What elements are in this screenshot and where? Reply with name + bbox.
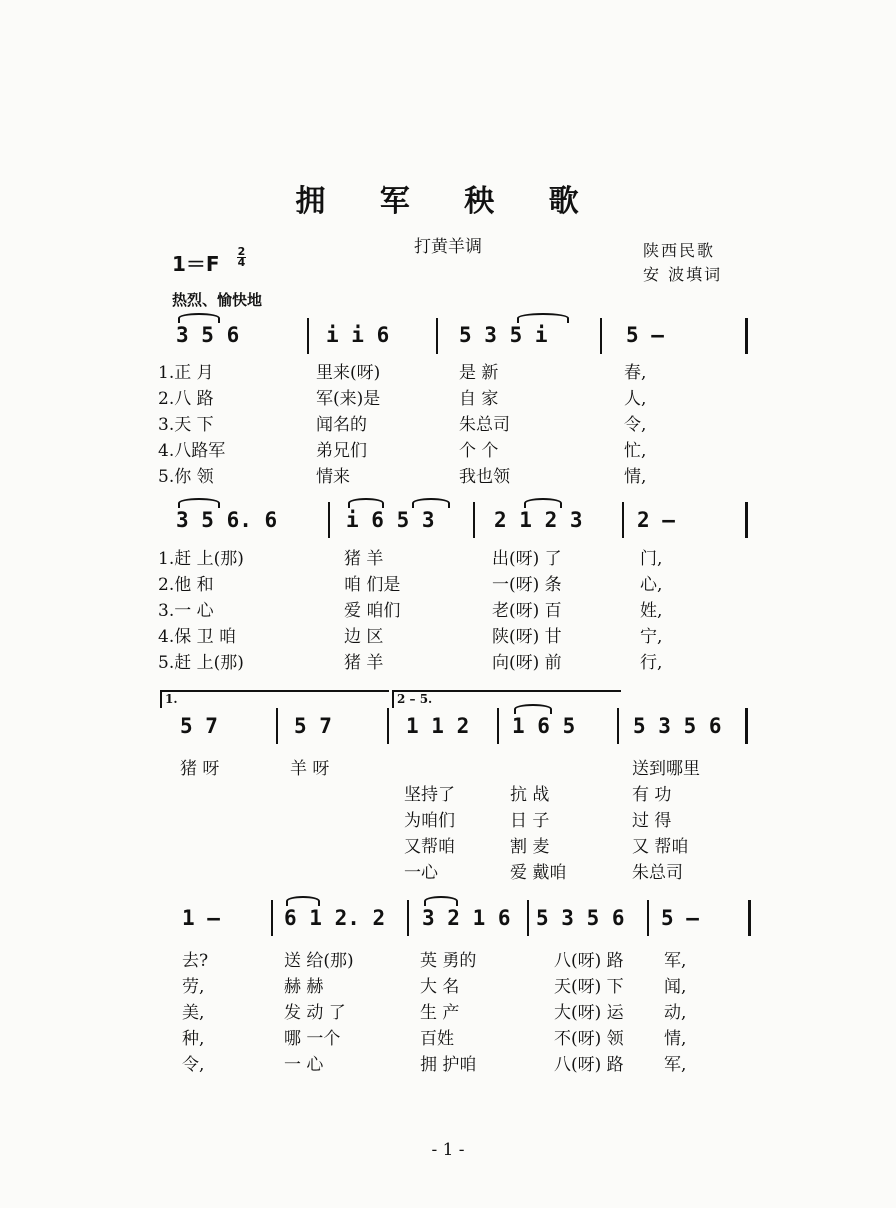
lyric: 一心	[404, 863, 438, 883]
measure-3-notes: 3 2 1 6	[422, 906, 511, 930]
bar-line	[271, 900, 273, 936]
lyric: 宁,	[640, 627, 663, 647]
slur	[178, 498, 220, 508]
measure-1-notes: 1 –	[182, 906, 220, 930]
bar-line	[647, 900, 649, 936]
bar-line	[600, 318, 602, 354]
lyric: 种,	[182, 1029, 205, 1049]
lyric: 闻,	[664, 977, 687, 997]
credit-origin: 陕西民歌	[643, 241, 716, 260]
lyric: 里来(呀)	[316, 363, 381, 383]
bar-line	[745, 708, 748, 744]
lyric: 去?	[182, 951, 209, 971]
bar-line	[307, 318, 309, 354]
tune-name: 打黄羊调	[414, 237, 482, 257]
lyric: 老(呀) 百	[492, 601, 562, 621]
lyric: 大 名	[420, 977, 460, 997]
bar-line	[527, 900, 529, 936]
measure-1-notes: 3 5 6. 6	[176, 508, 278, 532]
measure-4-notes: 2 –	[637, 508, 675, 532]
lyric: 是 新	[459, 363, 499, 383]
lyric: 日 子	[510, 811, 550, 831]
time-signature	[237, 247, 246, 268]
bar-line	[328, 502, 330, 538]
lyric: 个 个	[459, 441, 499, 461]
lyric: 军,	[664, 951, 687, 971]
lyric: 百姓	[420, 1029, 454, 1049]
measure-2-notes: i i 6	[326, 323, 390, 347]
lyric: 姓,	[640, 601, 663, 621]
bar-line	[436, 318, 438, 354]
lyric: 1.赶 上(那)	[158, 549, 244, 569]
slur	[348, 498, 384, 508]
lyric: 八(呀) 路	[554, 951, 624, 971]
time-signature-bottom: 4	[237, 256, 246, 269]
lyric: 人,	[624, 389, 647, 409]
bar-line	[622, 502, 624, 538]
lyric: 军(来)是	[316, 389, 381, 409]
lyric: 一(呀) 条	[492, 575, 562, 595]
lyric: 朱总司	[632, 863, 683, 883]
slur	[514, 704, 552, 714]
bar-line	[497, 708, 499, 744]
bar-line	[745, 502, 748, 538]
lyric: 割 麦	[510, 837, 550, 857]
lyric: 不(呀) 领	[554, 1029, 624, 1049]
lyric: 弟兄们	[316, 441, 367, 461]
measure-3-notes: 1 1 2	[406, 714, 470, 738]
slur	[524, 498, 562, 508]
lyric: 爱 戴咱	[510, 863, 567, 883]
lyric: 又 帮咱	[632, 837, 689, 857]
lyric: 一 心	[284, 1055, 324, 1075]
bar-line	[473, 502, 475, 538]
lyric: 情,	[624, 467, 647, 487]
tempo-marking: 热烈、愉快地	[172, 291, 263, 309]
time-signature-top: 2	[237, 245, 246, 258]
lyric: 猪 羊	[344, 549, 384, 569]
lyric: 心,	[640, 575, 663, 595]
lyric: 3.天 下	[158, 415, 214, 435]
lyric: 令,	[182, 1055, 205, 1075]
page-number: - 1 -	[431, 1140, 465, 1160]
measure-5-notes: 5 3 5 6	[633, 714, 722, 738]
lyric: 猪 羊	[344, 653, 384, 673]
bar-line	[276, 708, 278, 744]
lyric: 3.一 心	[158, 601, 214, 621]
measure-2-notes: i 6 5 3	[346, 508, 435, 532]
lyric: 八(呀) 路	[554, 1055, 624, 1075]
slur	[412, 498, 450, 508]
lyric: 2.他 和	[158, 575, 214, 595]
lyric: 大(呀) 运	[554, 1003, 624, 1023]
measure-3-notes: 5 3 5 i	[459, 323, 548, 347]
measure-5-notes: 5 –	[661, 906, 699, 930]
slur	[424, 896, 458, 906]
measure-2-notes: 5 7	[294, 714, 332, 738]
lyric: 春,	[624, 363, 647, 383]
bar-line	[745, 318, 748, 354]
lyric: 赫 赫	[284, 977, 324, 997]
measure-4-notes: 5 3 5 6	[536, 906, 625, 930]
lyric: 咱 们是	[344, 575, 401, 595]
lyric: 军,	[664, 1055, 687, 1075]
lyric: 自 家	[459, 389, 499, 409]
lyric: 1.正 月	[158, 363, 214, 383]
volta-first-ending: 1.	[160, 690, 389, 708]
slur	[286, 896, 320, 906]
lyric: 情来	[316, 467, 350, 487]
lyric: 英 勇的	[420, 951, 477, 971]
bar-line	[407, 900, 409, 936]
bar-line	[748, 900, 751, 936]
key-signature: 1＝F	[172, 252, 220, 276]
lyric: 爱 咱们	[344, 601, 401, 621]
lyric: 猪 呀	[180, 759, 220, 779]
lyric: 出(呀) 了	[492, 549, 562, 569]
lyric: 行,	[640, 653, 663, 673]
lyric: 天(呀) 下	[554, 977, 624, 997]
measure-4-notes: 1 6 5	[512, 714, 576, 738]
lyric: 生 产	[420, 1003, 460, 1023]
lyric: 有 功	[632, 785, 672, 805]
lyric: 陕(呀) 甘	[492, 627, 562, 647]
lyric: 又帮咱	[404, 837, 455, 857]
lyric: 情,	[664, 1029, 687, 1049]
lyric: 闻名的	[316, 415, 367, 435]
lyric: 劳,	[182, 977, 205, 997]
lyric: 门,	[640, 549, 663, 569]
lyric: 4.保 卫 咱	[158, 627, 237, 647]
lyric: 为咱们	[404, 811, 455, 831]
lyric: 发 动 了	[284, 1003, 346, 1023]
lyric: 我也领	[459, 467, 510, 487]
lyric: 4.八路军	[158, 441, 226, 461]
measure-4-notes: 5 –	[626, 323, 664, 347]
lyric: 朱总司	[459, 415, 510, 435]
lyric: 5.你 领	[158, 467, 214, 487]
slur	[517, 313, 569, 323]
lyric: 动,	[664, 1003, 687, 1023]
lyric: 抗 战	[510, 785, 550, 805]
lyric: 忙,	[624, 441, 647, 461]
lyric: 2.八 路	[158, 389, 214, 409]
lyric: 拥 护咱	[420, 1055, 477, 1075]
volta-second-ending: 2 – 5.	[392, 690, 621, 708]
measure-1-notes: 3 5 6	[176, 323, 240, 347]
measure-3-notes: 2 1 2 3	[494, 508, 583, 532]
measure-1-notes: 5 7	[180, 714, 218, 738]
lyric: 送到哪里	[632, 759, 700, 779]
lyric: 羊 呀	[290, 759, 330, 779]
credit-lyricist: 安 波填词	[643, 265, 723, 284]
lyric: 5.赶 上(那)	[158, 653, 244, 673]
lyric: 令,	[624, 415, 647, 435]
lyric: 边 区	[344, 627, 384, 647]
bar-line	[617, 708, 619, 744]
lyric: 美,	[182, 1003, 205, 1023]
lyric: 哪 一个	[284, 1029, 341, 1049]
slur	[178, 313, 220, 323]
measure-2-notes: 6 1 2. 2	[284, 906, 386, 930]
lyric: 送 给(那)	[284, 951, 354, 971]
lyric: 过 得	[632, 811, 672, 831]
lyric: 坚持了	[404, 785, 455, 805]
bar-line	[387, 708, 389, 744]
lyric: 向(呀) 前	[492, 653, 562, 673]
song-title: 拥 军 秧 歌	[295, 184, 601, 219]
